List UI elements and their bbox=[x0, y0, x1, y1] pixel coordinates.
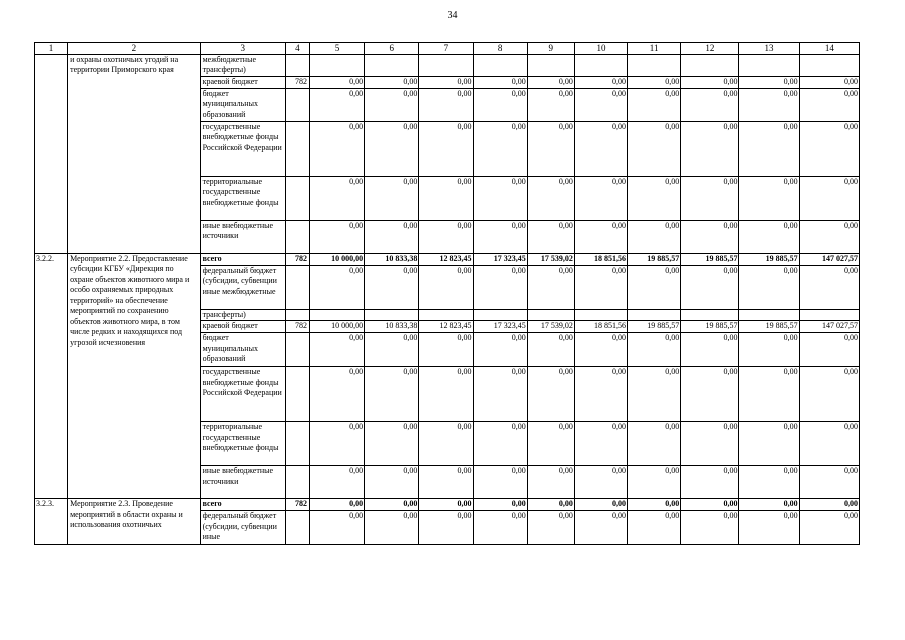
amount-cell: 0,00 bbox=[419, 121, 473, 176]
column-header: 10 bbox=[574, 43, 627, 55]
amount-cell: 0,00 bbox=[365, 265, 419, 309]
budget-code bbox=[285, 367, 309, 422]
funding-source: всего bbox=[200, 253, 285, 265]
amount-cell: 0,00 bbox=[574, 220, 627, 253]
amount-cell: 0,00 bbox=[628, 466, 681, 499]
amount-cell: 10 000,00 bbox=[309, 253, 364, 265]
amount-cell bbox=[739, 54, 799, 76]
column-header: 1 bbox=[35, 43, 68, 55]
amount-cell: 0,00 bbox=[365, 220, 419, 253]
amount-cell bbox=[309, 54, 364, 76]
amount-cell: 0,00 bbox=[681, 220, 739, 253]
amount-cell: 0,00 bbox=[309, 499, 364, 511]
amount-cell bbox=[574, 54, 627, 76]
amount-cell: 0,00 bbox=[799, 220, 859, 253]
amount-cell: 17 323,45 bbox=[473, 321, 527, 333]
amount-cell: 0,00 bbox=[365, 499, 419, 511]
amount-cell: 0,00 bbox=[527, 88, 574, 121]
amount-cell: 0,00 bbox=[527, 367, 574, 422]
column-header: 14 bbox=[799, 43, 859, 55]
amount-cell: 0,00 bbox=[527, 265, 574, 309]
amount-cell bbox=[419, 54, 473, 76]
item-name: Мероприятие 2.2. Предоставление субсидии КГБУ «Дирекция по охране объектов животного мира и особо охраняемых природных территорий» на обеспечение мероприятий по сохранению объектов животного мира, в том числе редких и находящихся под угрозой исчезновения bbox=[68, 253, 200, 499]
amount-cell: 0,00 bbox=[574, 499, 627, 511]
amount-cell: 19 885,57 bbox=[628, 253, 681, 265]
amount-cell: 0,00 bbox=[365, 511, 419, 545]
amount-cell: 147 027,57 bbox=[799, 321, 859, 333]
amount-cell: 0,00 bbox=[473, 265, 527, 309]
amount-cell: 0,00 bbox=[419, 333, 473, 367]
amount-cell: 17 323,45 bbox=[473, 253, 527, 265]
budget-code bbox=[285, 265, 309, 309]
amount-cell: 0,00 bbox=[419, 76, 473, 88]
budget-code: 782 bbox=[285, 253, 309, 265]
amount-cell: 0,00 bbox=[527, 121, 574, 176]
amount-cell: 0,00 bbox=[739, 265, 799, 309]
amount-cell: 0,00 bbox=[527, 466, 574, 499]
funding-source: федеральный бюджет (субсидии, субвенции иные межбюджетные bbox=[200, 265, 285, 309]
amount-cell: 0,00 bbox=[309, 76, 364, 88]
amount-cell: 0,00 bbox=[739, 466, 799, 499]
amount-cell: 0,00 bbox=[628, 176, 681, 220]
column-header: 11 bbox=[628, 43, 681, 55]
amount-cell: 0,00 bbox=[473, 466, 527, 499]
amount-cell: 0,00 bbox=[574, 265, 627, 309]
amount-cell: 0,00 bbox=[681, 333, 739, 367]
amount-cell: 0,00 bbox=[799, 265, 859, 309]
funding-source: межбюджетные трансферты) bbox=[200, 54, 285, 76]
amount-cell: 0,00 bbox=[365, 88, 419, 121]
amount-cell: 0,00 bbox=[628, 121, 681, 176]
amount-cell: 0,00 bbox=[309, 422, 364, 466]
amount-cell: 0,00 bbox=[681, 466, 739, 499]
amount-cell bbox=[419, 309, 473, 321]
amount-cell bbox=[473, 54, 527, 76]
funding-source: бюджет муниципальных образований bbox=[200, 88, 285, 121]
amount-cell: 0,00 bbox=[628, 76, 681, 88]
amount-cell: 0,00 bbox=[419, 466, 473, 499]
funding-source: иные внебюджетные источники bbox=[200, 220, 285, 253]
amount-cell: 0,00 bbox=[419, 88, 473, 121]
amount-cell: 0,00 bbox=[681, 511, 739, 545]
amount-cell: 0,00 bbox=[527, 333, 574, 367]
amount-cell bbox=[628, 309, 681, 321]
amount-cell: 0,00 bbox=[419, 511, 473, 545]
amount-cell: 0,00 bbox=[419, 422, 473, 466]
amount-cell: 0,00 bbox=[739, 88, 799, 121]
amount-cell: 0,00 bbox=[309, 88, 364, 121]
amount-cell: 0,00 bbox=[527, 511, 574, 545]
amount-cell: 0,00 bbox=[574, 88, 627, 121]
amount-cell: 0,00 bbox=[527, 76, 574, 88]
amount-cell: 18 851,56 bbox=[574, 253, 627, 265]
amount-cell: 0,00 bbox=[799, 333, 859, 367]
amount-cell: 10 833,38 bbox=[365, 253, 419, 265]
amount-cell bbox=[365, 309, 419, 321]
budget-table bbox=[34, 42, 860, 545]
amount-cell: 18 851,56 bbox=[574, 321, 627, 333]
amount-cell: 0,00 bbox=[309, 220, 364, 253]
amount-cell: 17 539,02 bbox=[527, 321, 574, 333]
budget-code bbox=[285, 309, 309, 321]
amount-cell bbox=[309, 309, 364, 321]
amount-cell: 19 885,57 bbox=[681, 253, 739, 265]
amount-cell: 17 539,02 bbox=[527, 253, 574, 265]
table-row bbox=[35, 253, 860, 265]
amount-cell bbox=[628, 54, 681, 76]
budget-code: 782 bbox=[285, 321, 309, 333]
amount-cell: 0,00 bbox=[628, 367, 681, 422]
table-row bbox=[35, 54, 860, 76]
amount-cell bbox=[473, 309, 527, 321]
amount-cell: 0,00 bbox=[739, 333, 799, 367]
amount-cell: 19 885,57 bbox=[628, 321, 681, 333]
amount-cell: 0,00 bbox=[419, 367, 473, 422]
amount-cell: 0,00 bbox=[681, 367, 739, 422]
column-header: 5 bbox=[309, 43, 364, 55]
funding-source: всего bbox=[200, 499, 285, 511]
item-number: 3.2.3. bbox=[35, 499, 68, 545]
amount-cell: 0,00 bbox=[681, 176, 739, 220]
amount-cell: 10 000,00 bbox=[309, 321, 364, 333]
amount-cell: 0,00 bbox=[799, 466, 859, 499]
column-header: 7 bbox=[419, 43, 473, 55]
amount-cell: 0,00 bbox=[739, 511, 799, 545]
amount-cell: 0,00 bbox=[739, 367, 799, 422]
funding-source: территориальные государственные внебюджетные фонды bbox=[200, 422, 285, 466]
amount-cell: 0,00 bbox=[681, 88, 739, 121]
amount-cell: 0,00 bbox=[365, 466, 419, 499]
amount-cell: 0,00 bbox=[681, 121, 739, 176]
amount-cell bbox=[799, 309, 859, 321]
amount-cell: 0,00 bbox=[574, 176, 627, 220]
amount-cell bbox=[739, 309, 799, 321]
column-header: 6 bbox=[365, 43, 419, 55]
column-header: 9 bbox=[527, 43, 574, 55]
amount-cell: 0,00 bbox=[419, 265, 473, 309]
amount-cell: 0,00 bbox=[309, 466, 364, 499]
amount-cell: 0,00 bbox=[628, 511, 681, 545]
amount-cell: 12 823,45 bbox=[419, 253, 473, 265]
amount-cell: 0,00 bbox=[628, 265, 681, 309]
amount-cell: 0,00 bbox=[309, 121, 364, 176]
amount-cell bbox=[527, 309, 574, 321]
amount-cell: 0,00 bbox=[365, 367, 419, 422]
amount-cell: 0,00 bbox=[799, 367, 859, 422]
amount-cell: 0,00 bbox=[473, 121, 527, 176]
amount-cell: 0,00 bbox=[574, 333, 627, 367]
amount-cell: 0,00 bbox=[473, 88, 527, 121]
amount-cell: 0,00 bbox=[309, 333, 364, 367]
amount-cell: 0,00 bbox=[799, 499, 859, 511]
amount-cell: 0,00 bbox=[527, 176, 574, 220]
budget-code bbox=[285, 333, 309, 367]
amount-cell: 0,00 bbox=[309, 176, 364, 220]
table-body bbox=[35, 43, 860, 545]
amount-cell: 0,00 bbox=[799, 121, 859, 176]
amount-cell: 0,00 bbox=[473, 367, 527, 422]
amount-cell: 0,00 bbox=[365, 422, 419, 466]
amount-cell: 0,00 bbox=[473, 220, 527, 253]
budget-code: 782 bbox=[285, 499, 309, 511]
amount-cell: 0,00 bbox=[365, 333, 419, 367]
column-header: 2 bbox=[68, 43, 200, 55]
amount-cell: 0,00 bbox=[799, 422, 859, 466]
amount-cell: 0,00 bbox=[574, 466, 627, 499]
amount-cell: 0,00 bbox=[574, 121, 627, 176]
amount-cell: 0,00 bbox=[628, 220, 681, 253]
amount-cell: 0,00 bbox=[799, 76, 859, 88]
budget-code bbox=[285, 466, 309, 499]
amount-cell: 0,00 bbox=[739, 176, 799, 220]
column-header: 12 bbox=[681, 43, 739, 55]
amount-cell: 0,00 bbox=[681, 76, 739, 88]
amount-cell: 0,00 bbox=[628, 88, 681, 121]
amount-cell: 0,00 bbox=[527, 499, 574, 511]
table-row bbox=[35, 499, 860, 511]
funding-source: территориальные государственные внебюджетные фонды bbox=[200, 176, 285, 220]
amount-cell: 0,00 bbox=[527, 422, 574, 466]
amount-cell: 19 885,57 bbox=[739, 321, 799, 333]
amount-cell: 0,00 bbox=[365, 76, 419, 88]
item-name: Мероприятие 2.3. Проведение мероприятий в области охраны и использования охотничьих bbox=[68, 499, 200, 545]
funding-source: бюджет муниципальных образований bbox=[200, 333, 285, 367]
budget-code bbox=[285, 220, 309, 253]
amount-cell: 0,00 bbox=[574, 422, 627, 466]
amount-cell bbox=[799, 54, 859, 76]
amount-cell: 0,00 bbox=[365, 176, 419, 220]
page-number: 34 bbox=[447, 10, 458, 21]
amount-cell: 0,00 bbox=[739, 499, 799, 511]
budget-code bbox=[285, 88, 309, 121]
amount-cell bbox=[574, 309, 627, 321]
amount-cell: 19 885,57 bbox=[739, 253, 799, 265]
amount-cell: 0,00 bbox=[628, 422, 681, 466]
budget-code bbox=[285, 121, 309, 176]
amount-cell: 0,00 bbox=[628, 333, 681, 367]
amount-cell: 0,00 bbox=[681, 265, 739, 309]
column-header: 4 bbox=[285, 43, 309, 55]
amount-cell: 0,00 bbox=[574, 76, 627, 88]
amount-cell: 0,00 bbox=[473, 422, 527, 466]
amount-cell: 0,00 bbox=[799, 176, 859, 220]
amount-cell: 0,00 bbox=[473, 511, 527, 545]
amount-cell: 0,00 bbox=[473, 333, 527, 367]
amount-cell: 0,00 bbox=[419, 499, 473, 511]
funding-source: трансферты) bbox=[200, 309, 285, 321]
amount-cell bbox=[365, 54, 419, 76]
amount-cell: 0,00 bbox=[681, 422, 739, 466]
budget-code bbox=[285, 54, 309, 76]
funding-source: краевой бюджет bbox=[200, 321, 285, 333]
amount-cell: 0,00 bbox=[309, 265, 364, 309]
funding-source: государственные внебюджетные фонды Российской Федерации bbox=[200, 121, 285, 176]
column-header: 8 bbox=[473, 43, 527, 55]
amount-cell: 0,00 bbox=[419, 220, 473, 253]
amount-cell: 0,00 bbox=[365, 121, 419, 176]
amount-cell: 12 823,45 bbox=[419, 321, 473, 333]
amount-cell: 0,00 bbox=[574, 511, 627, 545]
amount-cell bbox=[681, 54, 739, 76]
column-header: 3 bbox=[200, 43, 285, 55]
amount-cell: 0,00 bbox=[739, 76, 799, 88]
amount-cell: 0,00 bbox=[799, 88, 859, 121]
amount-cell: 0,00 bbox=[739, 220, 799, 253]
funding-source: федеральный бюджет (субсидии, субвенции иные bbox=[200, 511, 285, 545]
amount-cell bbox=[527, 54, 574, 76]
funding-source: государственные внебюджетные фонды Российской Федерации bbox=[200, 367, 285, 422]
amount-cell: 0,00 bbox=[473, 499, 527, 511]
budget-code bbox=[285, 511, 309, 545]
budget-code bbox=[285, 176, 309, 220]
amount-cell: 0,00 bbox=[309, 511, 364, 545]
amount-cell: 10 833,38 bbox=[365, 321, 419, 333]
funding-source: иные внебюджетные источники bbox=[200, 466, 285, 499]
amount-cell bbox=[681, 309, 739, 321]
amount-cell: 0,00 bbox=[419, 176, 473, 220]
column-header: 13 bbox=[739, 43, 799, 55]
amount-cell: 0,00 bbox=[574, 367, 627, 422]
amount-cell: 0,00 bbox=[473, 176, 527, 220]
item-number bbox=[35, 54, 68, 253]
header-row bbox=[35, 43, 860, 55]
budget-code: 782 bbox=[285, 76, 309, 88]
amount-cell: 0,00 bbox=[799, 511, 859, 545]
budget-code bbox=[285, 422, 309, 466]
amount-cell: 0,00 bbox=[527, 220, 574, 253]
amount-cell: 0,00 bbox=[739, 121, 799, 176]
amount-cell: 0,00 bbox=[681, 499, 739, 511]
amount-cell: 0,00 bbox=[473, 76, 527, 88]
funding-source: краевой бюджет bbox=[200, 76, 285, 88]
amount-cell: 0,00 bbox=[309, 367, 364, 422]
amount-cell: 19 885,57 bbox=[681, 321, 739, 333]
item-number: 3.2.2. bbox=[35, 253, 68, 499]
amount-cell: 0,00 bbox=[739, 422, 799, 466]
item-name: и охраны охотничьих угодий на территории Приморского края bbox=[68, 54, 200, 253]
amount-cell: 0,00 bbox=[628, 499, 681, 511]
amount-cell: 147 027,57 bbox=[799, 253, 859, 265]
